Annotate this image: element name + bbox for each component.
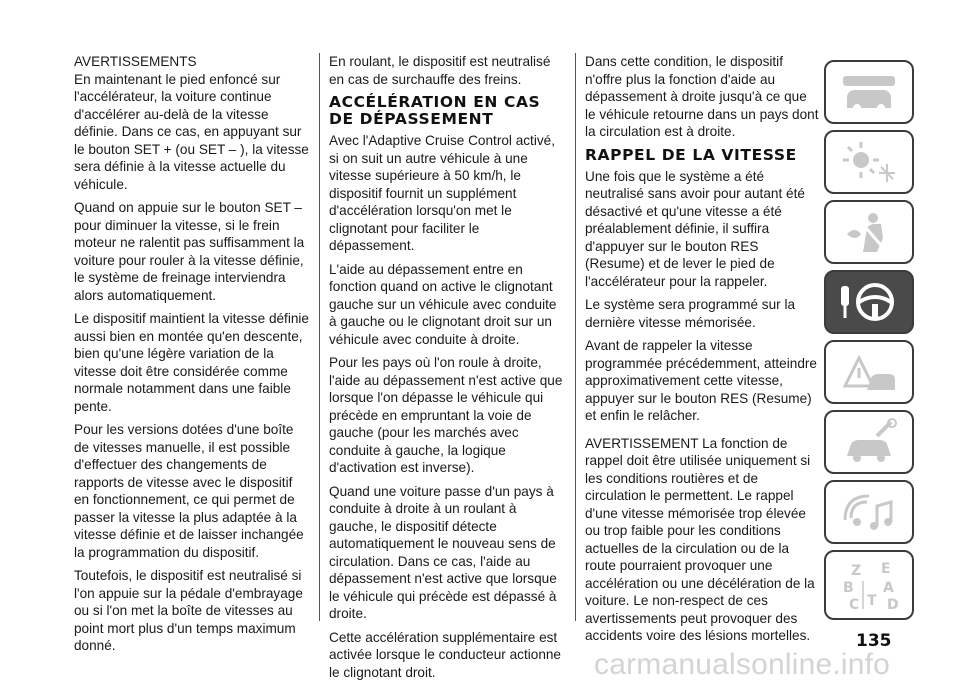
tab-dashboard[interactable] [824,60,914,124]
paragraph: Le dispositif maintient la vitesse définie aussi bien en montée qu'en descente, bien qu'une légère variation de la vitesse doit être considérée comme normale notamment dans une faible pente. [74,311,309,414]
climate-sun-icon [837,138,901,186]
alphabetical-index-icon [837,558,901,612]
watermark: carmanualsonline.info [594,648,891,681]
index-letter: E [881,561,891,577]
tab-index[interactable] [824,550,914,620]
column-divider [319,53,320,621]
seatbelt-airbag-icon [837,208,901,256]
paragraph: Pour les pays où l'on roule à droite, l'aide au dépassement n'est active que lorsque l'on dépasse le véhicule qui précède en empruntant la voie de gauche (pour les marchés avec conduite à gauche, la logique d'activation est inverse). [329,355,563,475]
column-2 [329,53,565,683]
index-letter: A [883,580,894,596]
tab-maintenance[interactable] [824,410,914,474]
paragraph: Une fois que le système a été neutralisé sans avoir pour autant été désactivé et qu'une vitesse a été préalablement définie, il suffira d'appuyer sur le bouton RES (Resume) et de lever le pied de l'accélérateur pour la rappeler. [585,168,805,289]
tab-climate[interactable] [824,130,914,194]
index-letter: B [843,580,854,596]
column-3 [585,53,821,651]
index-letter: C [849,597,860,612]
tab-multimedia[interactable] [824,480,914,544]
page-number: 135 [856,631,892,651]
paragraph: Cette accélération supplémentaire est activée lorsque le conducteur actionne le clignotant droit. [329,629,561,680]
section-heading: ACCÉLÉRATION EN CAS DE DÉPASSEMENT [329,93,541,128]
index-letter: D [887,597,899,612]
warning-triangle-car-icon [837,348,901,396]
maintenance-tools-icon [837,418,901,466]
warning-paragraph: AVERTISSEMENT La fonction de rappel doit être utilisée uniquement si les conditions routières et de circulation le permettent. Le rappel d'une vitesse mémorisée trop élevée ou trop faible pour les conditions actuelles de la circulation ou de la route pourraient provoquer une accélération ou une décélération de la voiture. Le non-respect de ces avertissements peut provoquer des accidents voire des lésions mortelles. [585,435,815,643]
tab-emergency[interactable] [824,340,914,404]
paragraph: L'aide au dépassement entre en fonction quand on active le clignotant gauche sur un véhicule avec conduite à gauche ou le clignotant droit sur un véhicule avec conduite à droite. [329,261,557,347]
column-1 [74,53,310,661]
paragraph: Pour les versions dotées d'une boîte de vitesses manuelle, il est possible d'effectuer des changements de rapports de vitesse avec le dispositif en fonctionnement, ce qui permet de passer la vitesse la plus adaptée à la vitesse définie et de laisser inchangée la programmation du dispositif. [74,422,304,560]
paragraph: Avant de rappeler la vitesse programmée précédemment, atteindre approximativement cette vitesse, appuyer sur le bouton RES (Resume) et enfin le relâcher. [585,338,817,423]
tab-safety[interactable] [824,200,914,264]
column-divider [575,53,576,621]
paragraph: Le système sera programmé sur la dernière vitesse mémorisée. [585,297,796,330]
car-dashboard-icon [837,68,901,116]
section-heading: RAPPEL DE LA VITESSE [585,145,797,164]
intro-paragraph: Dans cette condition, le dispositif n'offre plus la fonction d'aide au dépassement à droite jusqu'à ce que le véhicule retourne dans un pays dont la circulation est à droite. [585,54,819,139]
warning-label: AVERTISSEMENTS [74,54,197,69]
paragraph: Quand une voiture passe d'un pays à conduite à droite à un roulant à gauche, le dispositif détecte automatiquement le nouveau sens de circulation. Dans ce cas, l'aide au dépassement n'est active que lorsque le véhicule qui précède est dépassé à droite. [329,483,557,621]
paragraph: Avec l'Adaptive Cruise Control activé, si on suit un autre véhicule à une vitesse supérieure à 50 km/h, le dispositif fournit un supplément d'accélération lorsqu'on met le clignotant pour faciliter le dépassement. [329,133,555,253]
index-letter: Z [851,563,862,579]
key-steering-wheel-icon [837,278,901,326]
multimedia-music-icon [837,488,901,536]
paragraph: Toutefois, le dispositif est neutralisé si l'on appuie sur la pédale d'embrayage ou si l'on met la boîte de vitesses au point mort plus d'un temps maximum donné. [74,568,303,653]
paragraph: Quand on appuie sur le bouton SET – pour diminuer la vitesse, si le frein moteur ne ralentit pas suffisamment la voiture pour rouler à la vitesse définie, le système de freinage interviendra alors automatiquement. [74,200,305,303]
index-letter: T [867,593,877,609]
intro-paragraph: En roulant, le dispositif est neutralisé en cas de surchauffe des freins. [329,54,551,87]
paragraph: En maintenant le pied enfoncé sur l'accélérateur, la voiture continue d'accélérer au-delà de la vitesse définie. Dans ce cas, en appuyant sur le bouton SET + (ou SET – ), la vitesse sera définie à la vitesse actuelle du véhicule. [74,71,309,192]
tab-starting-driving[interactable] [824,270,914,334]
